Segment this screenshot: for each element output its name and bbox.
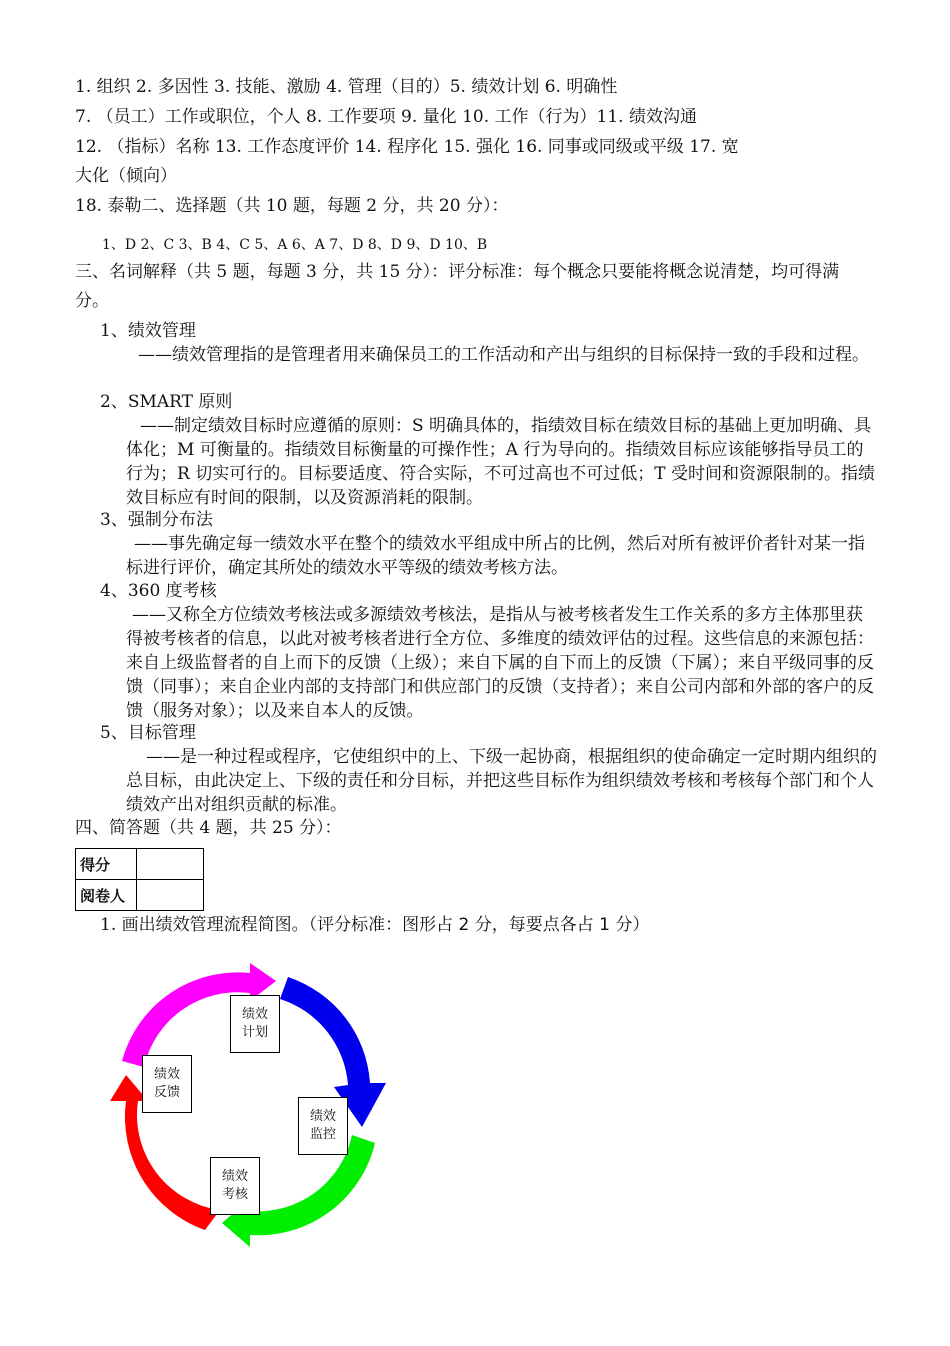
fill-answers-line-2: 7. （员工）工作或职位，个人 8. 工作要项 9. 量化 10. 工作（行为）11. 绩效沟通 xyxy=(75,107,697,127)
term-def-3: ——事先确定每一绩效水平在整个的绩效水平组成中所占的比例，然后对所有被评价者针对某一指标进行评价，确定其所处的绩效水平等级的绩效考核方法。 xyxy=(126,534,865,578)
score-value-cell[interactable] xyxy=(137,849,204,880)
term-def-2: ——制定绩效目标时应遵循的原则：S 明确具体的，指绩效目标在绩效目标的基础上更加明确、具体化；M 可衡量的。指绩效目标衡量的可操作性；A 行为导向的。指绩效目标应该能够指导员工的行为；R 切实可行的。目标要适度、符合实际，不可过高也不可过低；T 受时间和资源限制的。指绩效目标应有时间的限制，以及资源消耗的限制。 xyxy=(126,416,875,508)
term-title-1: 1、绩效管理 xyxy=(100,321,196,341)
section3-heading-line1: 三、名词解释（共 5 题，每题 3 分，共 15 分）：评分标准：每个概念只要能将概念说清楚，均可得满 xyxy=(75,262,840,282)
box-feedback-line1: 绩效 xyxy=(153,1067,180,1082)
term-title-2: 2、SMART 原则 xyxy=(100,392,233,412)
question-1-criteria: （评分标准：图形占 2 分，每要点各占 1 分） xyxy=(308,915,650,935)
box-feedback-line2: 反馈 xyxy=(153,1085,180,1100)
term-title-3: 3、强制分布法 xyxy=(100,510,213,530)
question-1-text: 1. 画出绩效管理流程简图。 xyxy=(100,915,309,935)
box-plan xyxy=(230,995,280,1053)
term-title-5: 5、目标管理 xyxy=(100,723,196,743)
fill-answers-line-5: 18. 泰勒二、选择题（共 10 题，每题 2 分，共 20 分）： xyxy=(75,196,509,216)
box-appraise-line1: 绩效 xyxy=(221,1169,248,1184)
term-title-4: 4、360 度考核 xyxy=(100,581,217,601)
reviewer-value-cell[interactable] xyxy=(137,880,204,911)
reviewer-label: 阅卷人 xyxy=(76,880,137,911)
box-appraise-line2: 考核 xyxy=(221,1187,248,1202)
fill-answers-line-3: 12. （指标）名称 13. 工作态度评价 14. 程序化 15. 强化 16. 同事或同级或平级 17. 宽 xyxy=(75,137,739,157)
term-def-1: ——绩效管理指的是管理者用来确保员工的工作活动和产出与组织的目标保持一致的手段和过程。 xyxy=(138,345,869,365)
term-def-4: ——又称全方位绩效考核法或多源绩效考核法，是指从与被考核者发生工作关系的多方主体那里获得被考核者的信息，以此对被考核者进行全方位、多维度的绩效评估的过程。这些信息的来源包括：来自上级监督者的自上而下的反馈（上级）；来自下属的自下而上的反馈（下属）；来自平级同事的反馈（同事）；来自企业内部的支持部门和供应部门的反馈（支持者）；来自公司内部和外部的客户的反馈（服务对象）；以及来自本人的反馈。 xyxy=(126,605,874,721)
score-label: 得分 xyxy=(76,849,137,880)
fill-answers-line-1: 1. 组织 2. 多因性 3. 技能、激励 4. 管理（目的）5. 绩效计划 6. 明确性 xyxy=(75,77,618,97)
choice-answers: 1、D 2、C 3、B 4、C 5、A 6、A 7、D 8、D 9、D 10、B xyxy=(102,237,488,253)
question-1 xyxy=(100,914,649,936)
score-table xyxy=(75,848,204,911)
box-plan-line1: 绩效 xyxy=(241,1007,268,1022)
section3-heading-line2: 分。 xyxy=(75,291,109,311)
box-appraise xyxy=(210,1157,260,1215)
box-monitor xyxy=(298,1097,348,1155)
fill-answers-line-4: 大化（倾向） xyxy=(75,166,177,186)
box-monitor-line1: 绩效 xyxy=(309,1109,336,1124)
term-def-5: ——是一种过程或程序，它使组织中的上、下级一起协商，根据组织的使命确定一定时期内组织的总目标，由此决定上、下级的责任和分目标，并把这些目标作为组织绩效考核和考核每个部门和个人绩效产出对组织贡献的标准。 xyxy=(126,747,877,815)
performance-cycle-diagram xyxy=(100,955,400,1255)
box-feedback xyxy=(142,1055,192,1113)
box-plan-line2: 计划 xyxy=(241,1025,268,1040)
box-monitor-line2: 监控 xyxy=(309,1127,336,1142)
section4-heading: 四、简答题（共 4 题，共 25 分）： xyxy=(75,818,342,838)
